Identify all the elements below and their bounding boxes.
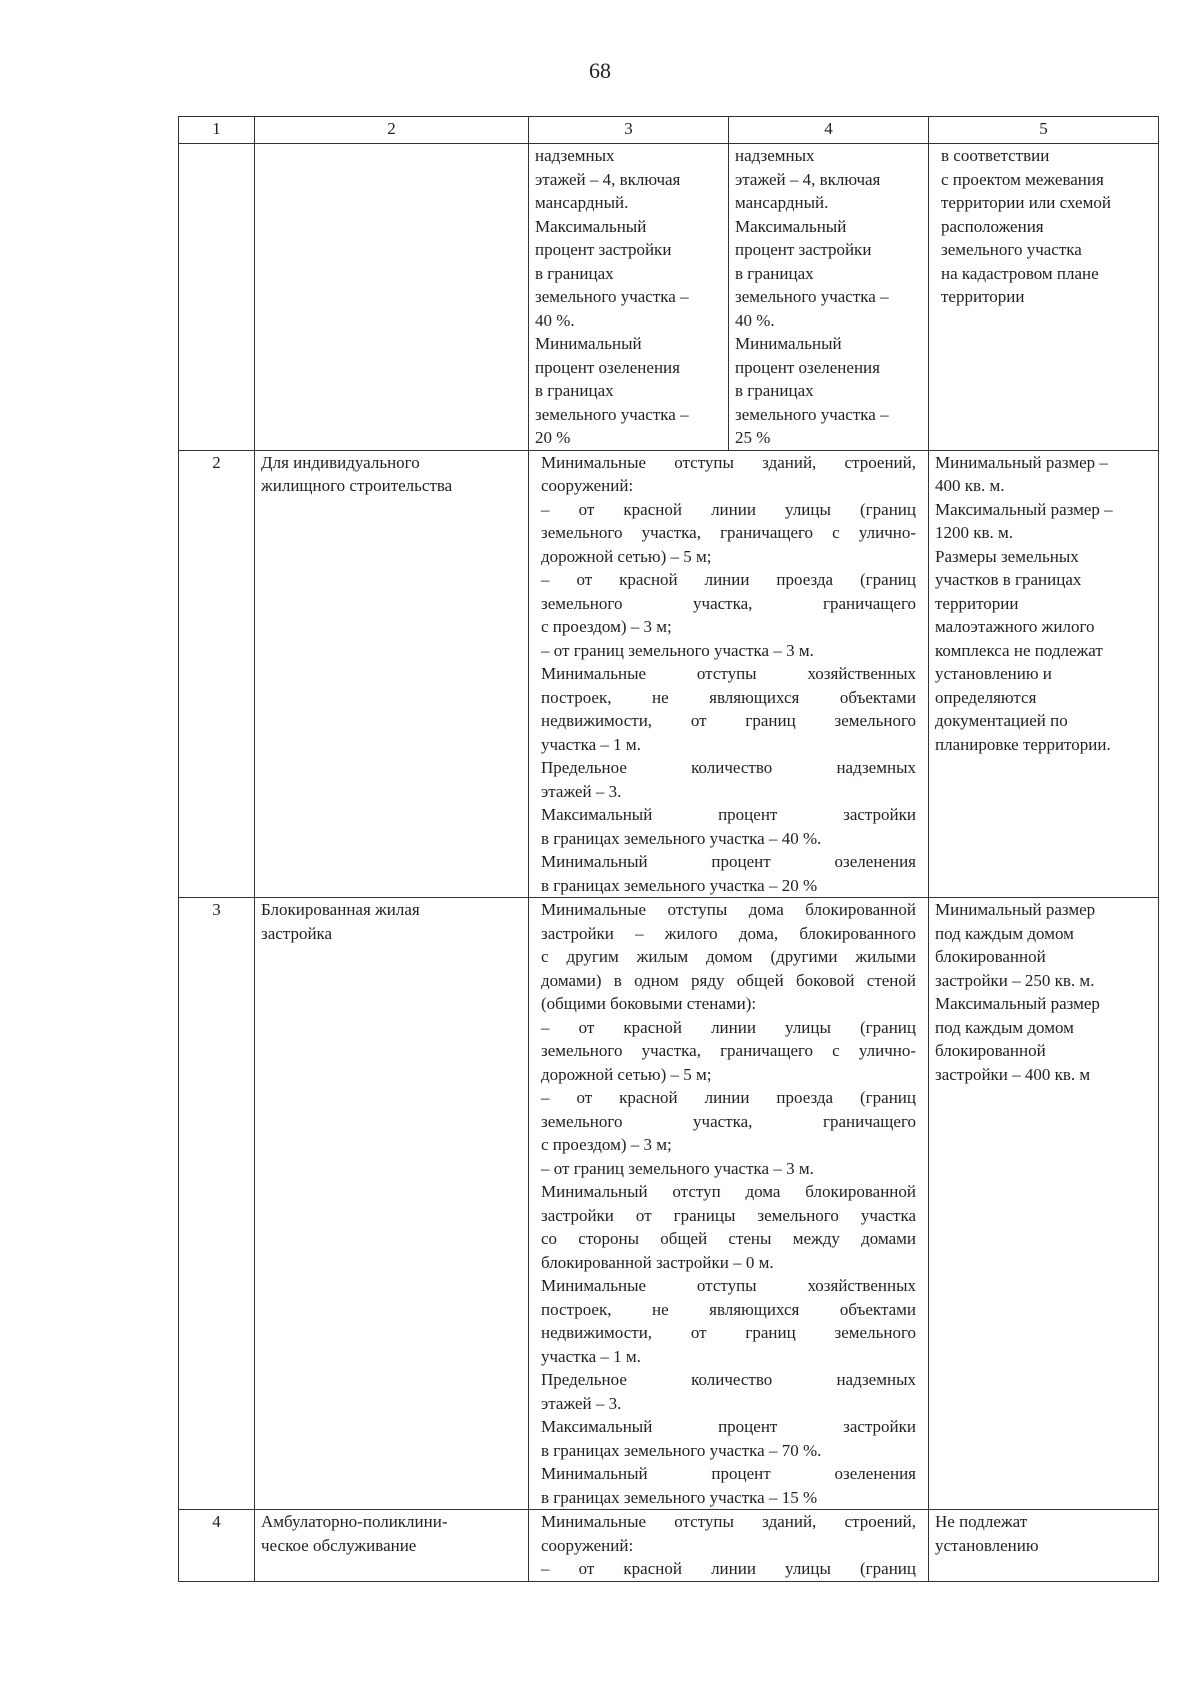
size-line: территории или схемой [941, 193, 1111, 212]
param-line: застройки от границы земельного участка [541, 1205, 916, 1225]
param-line: в границах [535, 263, 614, 283]
size-line: блокированной [935, 1041, 1046, 1060]
param-line: Минимальный [535, 334, 642, 353]
regulations-table [178, 116, 1159, 1582]
param-line: процент застройки [735, 240, 872, 259]
param-line: земельного участка – [735, 404, 889, 424]
table-header-row [179, 117, 1159, 144]
param-line: недвижимости, от границ земельного [541, 711, 916, 730]
param-line: с проездом) – 3 м; [541, 617, 672, 636]
param-line: 40 %. [535, 310, 575, 330]
param-line: земельного участка – [535, 404, 689, 424]
size-line: на кадастровом плане [941, 263, 1099, 283]
param-line: – от красной линии улицы (границ [541, 1017, 916, 1037]
row-number: 4 [179, 1510, 255, 1582]
param-line: в границах земельного участка – 20 % [541, 875, 818, 895]
page-number: 68 [589, 58, 611, 83]
param-line: этажей – 3. [541, 1393, 622, 1413]
use-type-name [255, 898, 529, 1510]
param-line: – от красной линии улицы (границ [541, 1559, 916, 1578]
param-line: земельного участка, граничащего [541, 593, 916, 613]
param-line: мансардный. [535, 193, 629, 212]
param-line: с проездом) – 3 м; [541, 1135, 672, 1154]
size-line: блокированной [935, 947, 1046, 966]
param-line: (общими боковыми стенами): [541, 994, 757, 1013]
size-line: земельного участка [941, 240, 1082, 259]
table-row [179, 898, 1159, 1510]
param-line: с другим жилым домом (другими жилыми [541, 947, 916, 966]
use-type-line: жилищного строительства [261, 476, 453, 495]
param-line: 20 % [535, 428, 571, 447]
param-line: построек, не являющихся объектами [541, 687, 916, 707]
row-number-cell [179, 144, 255, 451]
row-number: 3 [179, 898, 255, 1510]
param-line: построек, не являющихся объектами [541, 1299, 916, 1319]
param-line: надземных [735, 146, 815, 165]
land-size-cell [929, 1510, 1159, 1582]
param-line: недвижимости, от границ земельного [541, 1323, 916, 1342]
use-type-line: застройка [261, 923, 333, 943]
size-line: с проектом межевания [941, 169, 1104, 189]
param-line: 40 %. [735, 310, 775, 330]
param-line: земельного участка – [735, 287, 889, 306]
param-line: дорожной сетью) – 5 м; [541, 1064, 712, 1084]
size-line: определяются [935, 687, 1037, 707]
param-line: в границах земельного участка – 40 %. [541, 828, 822, 848]
param-line: сооружений: [541, 476, 634, 495]
size-line: Минимальный размер – [935, 452, 1108, 472]
param-line: в границах [535, 381, 614, 400]
param-line: этажей – 4, включая [735, 169, 881, 189]
size-line: планировке территории. [935, 734, 1111, 754]
param-line: – от красной линии проезда (границ [541, 1088, 916, 1107]
param-line: Минимальный процент озеленения [541, 1464, 916, 1483]
size-line: установлению [935, 1535, 1039, 1555]
param-line: – от границ земельного участка – 3 м. [541, 1158, 814, 1178]
column-number-5: 5 [929, 117, 1159, 144]
use-type-name [255, 450, 529, 898]
param-line: Предельное количество надземных [541, 1370, 916, 1389]
param-line: земельного участка, граничащего с улично- [541, 523, 916, 542]
param-line: Максимальный [535, 216, 647, 236]
param-line: земельного участка, граничащего [541, 1111, 916, 1131]
param-line: дорожной сетью) – 5 м; [541, 546, 712, 566]
param-line: – от границ земельного участка – 3 м. [541, 640, 814, 660]
param-line: блокированной застройки – 0 м. [541, 1252, 774, 1272]
param-line: в границах земельного участка – 15 % [541, 1487, 818, 1507]
param-line: Минимальные отступы хозяйственных [541, 664, 916, 683]
param-line: участка – 1 м. [541, 734, 641, 754]
param-line: домами) в одном ряду общей боковой стеной [541, 970, 916, 990]
param-line: Минимальный [735, 334, 842, 353]
param-line: Максимальный процент застройки [541, 1417, 916, 1436]
column-number-1: 1 [179, 117, 255, 144]
params-cell-col3 [529, 144, 729, 451]
param-line: – от красной линии проезда (границ [541, 570, 916, 589]
param-line: участка – 1 м. [541, 1346, 641, 1366]
use-type-line: Для индивидуального [261, 452, 420, 472]
size-line: комплекса не подлежат [935, 640, 1103, 660]
param-line: Минимальный отступ дома блокированной [541, 1182, 916, 1201]
use-type-line: Блокированная жилая [261, 900, 420, 919]
use-type-line: Амбулаторно-поликлини- [261, 1512, 448, 1531]
param-line: – от красной линии улицы (границ [541, 499, 916, 519]
size-line: территории [935, 593, 1019, 613]
size-line: 1200 кв. м. [935, 523, 1014, 542]
param-line: 25 % [735, 428, 771, 447]
land-size-cell [929, 144, 1159, 451]
use-type-cell [255, 144, 529, 451]
param-line: Минимальные отступы зданий, строений, [541, 452, 916, 472]
column-number-2: 2 [255, 117, 529, 144]
table-row [179, 1510, 1159, 1582]
use-type-name [255, 1510, 529, 1582]
params-cell [529, 898, 929, 1510]
size-line: 400 кв. м. [935, 476, 1005, 495]
land-size-cell [929, 898, 1159, 1510]
param-line: процент застройки [535, 240, 672, 259]
param-line: в границах земельного участка – 70 %. [541, 1440, 822, 1460]
size-line: Максимальный размер [935, 994, 1100, 1013]
params-cell [529, 450, 929, 898]
table-row [179, 450, 1159, 898]
column-number-3: 3 [529, 117, 729, 144]
param-line: со стороны общей стены между домами [541, 1229, 916, 1248]
use-type-line: ческое обслуживание [261, 1535, 417, 1555]
size-line: под каждым домом [935, 923, 1074, 943]
param-line: Минимальные отступы хозяйственных [541, 1276, 916, 1295]
size-line: Не подлежат [935, 1512, 1028, 1531]
size-line: территории [941, 287, 1025, 306]
param-line: сооружений: [541, 1535, 634, 1555]
param-line: Предельное количество надземных [541, 758, 916, 777]
param-line: процент озеленения [535, 357, 680, 377]
land-size-cell [929, 450, 1159, 898]
param-line: процент озеленения [735, 357, 880, 377]
param-line: Максимальный [735, 216, 847, 236]
size-line: Минимальный размер [935, 900, 1096, 919]
column-number-4: 4 [729, 117, 929, 144]
size-line: документацией по [935, 711, 1068, 730]
table-row-continuation [179, 144, 1159, 451]
param-line: земельного участка, граничащего с улично- [541, 1041, 916, 1060]
param-line: Максимальный процент застройки [541, 805, 916, 824]
param-line: в границах [735, 381, 814, 400]
param-line: земельного участка – [535, 287, 689, 306]
size-line: под каждым домом [935, 1017, 1074, 1037]
param-line: этажей – 4, включая [535, 169, 681, 189]
param-line: Минимальные отступы зданий, строений, [541, 1512, 916, 1531]
size-line: застройки – 250 кв. м. [935, 970, 1095, 990]
row-number: 2 [179, 450, 255, 898]
size-line: в соответствии [941, 146, 1050, 165]
size-line: установлению и [935, 664, 1052, 683]
size-line: расположения [941, 216, 1044, 236]
size-line: малоэтажного жилого [935, 617, 1095, 636]
param-line: этажей – 3. [541, 781, 622, 801]
size-line: Максимальный размер – [935, 499, 1113, 519]
params-cell-col4 [729, 144, 929, 451]
param-line: Минимальные отступы дома блокированной [541, 900, 916, 919]
param-line: надземных [535, 146, 615, 165]
size-line: застройки – 400 кв. м [935, 1064, 1091, 1084]
size-line: участков в границах [935, 570, 1082, 589]
size-line: Размеры земельных [935, 546, 1079, 566]
param-line: в границах [735, 263, 814, 283]
params-cell [529, 1510, 929, 1582]
param-line: застройки – жилого дома, блокированного [541, 923, 916, 943]
param-line: Минимальный процент озеленения [541, 852, 916, 871]
param-line: мансардный. [735, 193, 829, 212]
